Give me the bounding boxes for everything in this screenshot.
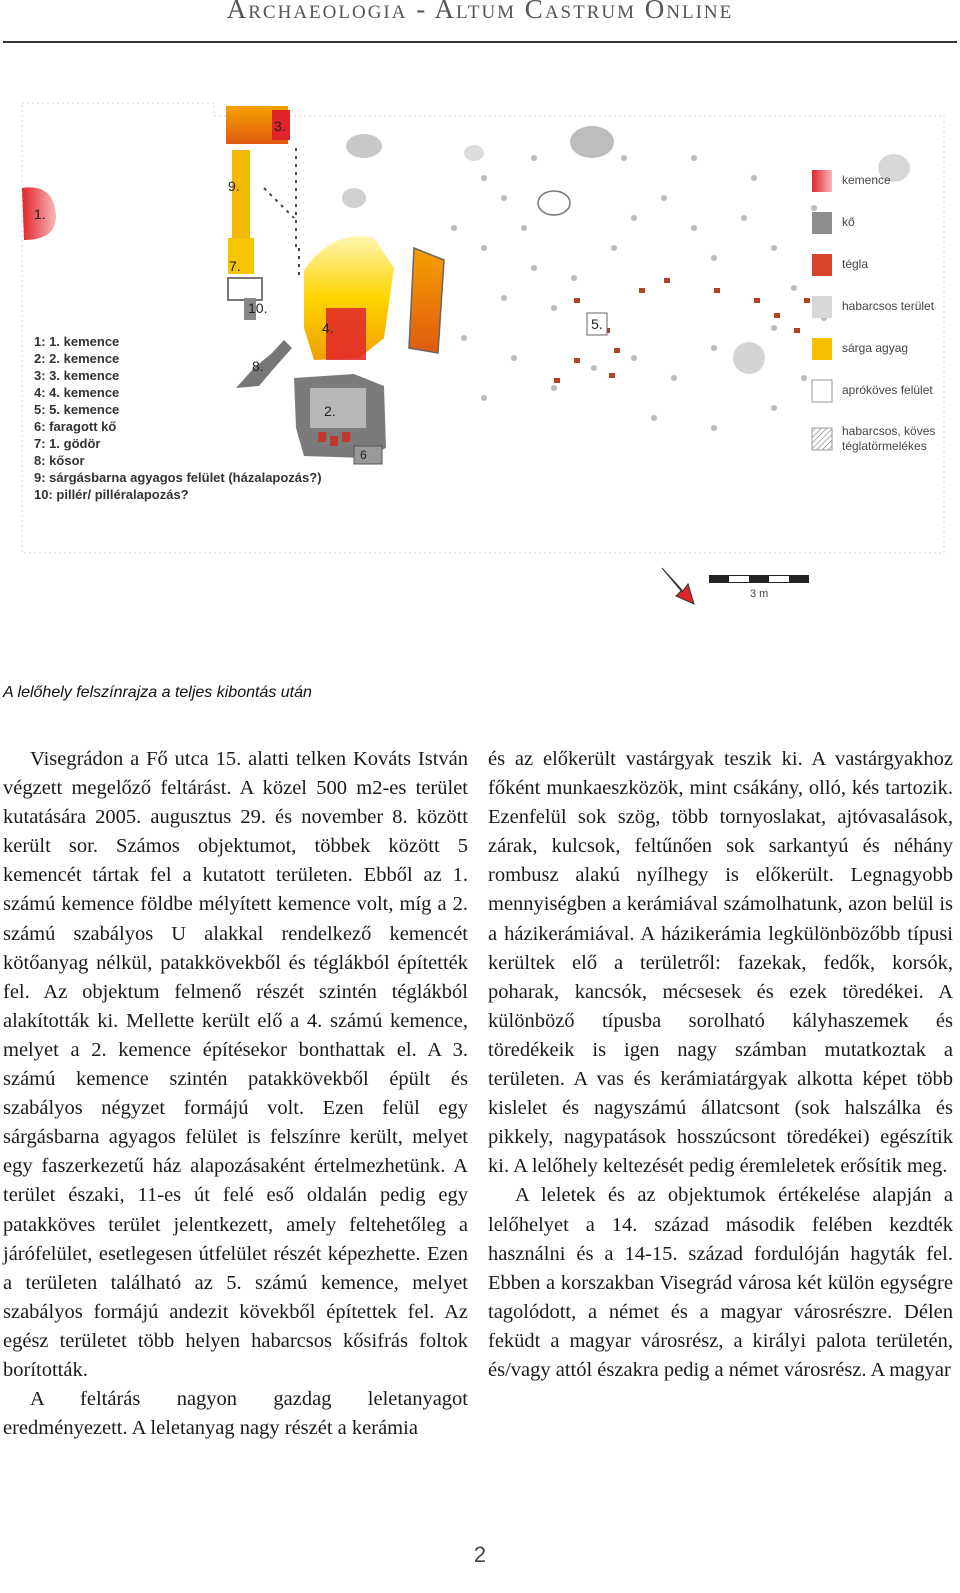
scale-bar — [709, 575, 809, 583]
paragraph: A leletek és az objektumok értékelése alapján a lelőhelyet a 14. század második felében kezdték használni és a 14-15. század fordulóján hagyták fel. Ebben a korszakban Visegrád városa két külön egységre tagolódott, a német és a magyar városrészre. Délen feküdt a magyar városrész, a királyi palota területén, és/vagy attól északra pedig a német városrész. A magyar — [488, 1184, 953, 1381]
paragraph: Visegrádon a Fő utca 15. alatti telken Kováts István végzett megelőző feltárást. A közel 500 m2-es terület kutatására 2005. augusztus 29. és november 8. között került sor. Számos objektumot, többek között 5 kemencét tártak fel a kutatott területen. Ebből az 1. számú kemence földbe mélyített kemence volt, míg a 2. számú szabályos U alakkal rendelkező kemencét kötőanyag nélkül, patakkövekből és téglákból építették fel. Az objektum felmenő részét szintén téglákból alakították ki. Mellette került elő a 4. számú kemence, melyet a 2. kemence építésekor bonthattak el. A 3. számú kemence szintén patakkövekből épült és szabályos négyzet formájú volt. Ezen felül egy sárgásbarna agyagos felület is felszínre került, melyet egy faszerkezetű ház alapozásaként értelmezhetünk. A terület északi, 11-es út felé eső oldalán pedig egy patakköves terület jelentkezett, amely feltehetőleg a járófelület, esetlegesen útfelület részét képezhette. Ezen a területen található az 5. számú kemence, melyet szabályos formájú andezit kövekből építettek fel. Az egész területet több helyen habarcsos kősifrás foltok borították. — [3, 748, 468, 1381]
north-arrow-icon — [662, 568, 694, 604]
map-label-4: 4. — [322, 320, 334, 336]
map-label-6: 6 — [360, 448, 367, 462]
map-label-5: 5. — [591, 316, 603, 332]
map-label-10: 10. — [248, 300, 268, 316]
paragraph: és az előkerült vastárgyak teszik ki. A vastárgyakhoz főként munkaeszközök, mint csákány, olló, kés tartozik. Ezenfelül sok szög, több tornyoslakat, ajtóvasalások, zárak, kulcsok, feltűnően sok sarkantyú és néhány rombusz alakú nyílhegy is előkerült. Legnagyobb mennyiségben a kerámiával számolhatunk, azon belül is a házikerámiával. A házikerámia legkülönbözőbb típusi kerültek elő a területről: fazekak, fedők, korsók, poharak, kancsók, mécsesek és ezek töredékei. A különböző típusba sorolható kályhaszemek és töredékeik is igen nagy számban mutatkoztak a területen. A vas és kerámiatárgyak alkotta képet több kislelet és nagyszámú állatcsont (sok halszálka és pikkely, nagypatások hosszúcsont töredékei) egészítik ki. A lelőhely keltezését pedig éremleletek erősítik meg. — [488, 748, 953, 1178]
map-label-3: 3. — [274, 118, 286, 134]
site-plan-drawing — [14, 98, 960, 618]
key-label-tegla: tégla — [842, 257, 869, 271]
site-plan-figure — [14, 98, 960, 618]
journal-title: Archaeologia - Altum Castrum Online — [226, 0, 734, 24]
map-label-2: 2. — [324, 403, 336, 419]
legend-item: 4: 4. kemence — [34, 385, 120, 400]
key-label-aprokoves: apróköves felület — [842, 383, 933, 397]
header-rule — [3, 41, 957, 43]
body-column-left — [3, 745, 468, 1443]
key-label-sarga-agyag: sárga agyag — [842, 341, 909, 355]
legend-item: 7: 1. gödör — [34, 436, 101, 451]
map-label-9: 9. — [228, 178, 240, 194]
legend-item: 9: sárgásbarna agyagos felület (házalapozás?) — [34, 470, 322, 485]
key-label-ko: kő — [842, 215, 855, 229]
running-header — [0, 0, 960, 44]
map-label-8: 8. — [252, 358, 264, 374]
map-key — [812, 170, 832, 450]
map-label-1: 1. — [34, 206, 46, 222]
legend-item: 8: kősor — [34, 453, 85, 468]
key-label-kemence: kemence — [842, 173, 891, 187]
map-label-7: 7. — [229, 258, 241, 274]
figure-caption: A lelőhely felszínrajza a teljes kibontás után — [3, 684, 312, 701]
legend-item: 5: 5. kemence — [34, 402, 120, 417]
legend-item: 6: faragott kő — [34, 419, 117, 434]
legend-item: 10: pillér/ pilléralapozás? — [34, 487, 189, 502]
legend-item: 3: 3. kemence — [34, 368, 120, 383]
legend-item: 2: 2. kemence — [34, 351, 120, 366]
legend-item: 1: 1. kemence — [34, 334, 120, 349]
page-number: 2 — [473, 1542, 487, 1567]
body-column-right — [488, 745, 953, 1385]
key-label-habarcsos: habarcsos terület — [842, 299, 935, 313]
key-label-teglatormelek: habarcsos, köves téglatörmelékes — [842, 424, 936, 453]
scale-label: 3 m — [750, 588, 769, 600]
paragraph: A feltárás nagyon gazdag leletanyagot eredményezett. A leletanyag nagy részét a kerámia — [3, 1388, 468, 1440]
